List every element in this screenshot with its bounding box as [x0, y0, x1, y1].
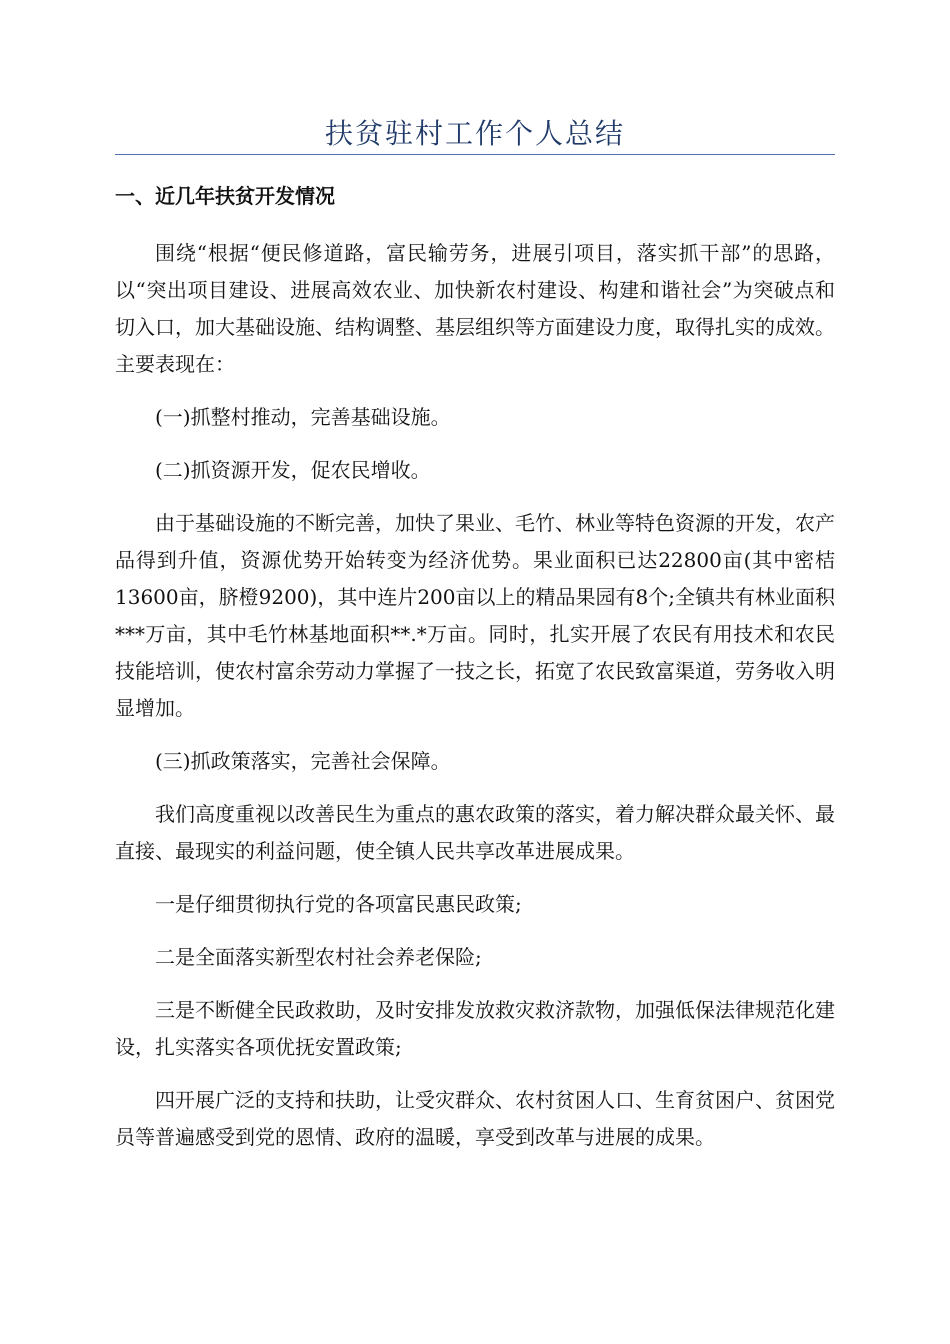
paragraph-policy: 我们高度重视以改善民生为重点的惠农政策的落实，着力解决群众最关怀、最直接、最现实的利益问题，使全镇人民共享改革进展成果。 [115, 802, 835, 863]
paragraph-intro: 围绕“根据“便民修道路，富民输劳务，进展引项目，落实抓干部”的思路，以“突出项目建设、进展高效农业、加快新农村建设、构建和谐社会”为突破点和切入口，加大基础设施、结构调整、基层组织等方面建设力度，取得扎实的成效。主要表现在： [115, 241, 835, 376]
paragraph-point-1: 一是仔细贯彻执行党的各项富民惠民政策; [155, 892, 522, 916]
document-body [115, 178, 835, 1172]
paragraph-item-1: (一)抓整村推动，完善基础设施。 [155, 405, 451, 429]
paragraph-item-3: (三)抓政策落实，完善社会保障。 [155, 749, 451, 773]
section-heading: 一、近几年扶贫开发情况 [115, 184, 335, 208]
paragraph-point-2: 二是全面落实新型农村社会养老保险; [155, 945, 482, 969]
document-title: 扶贫驻村工作个人总结 [324, 117, 625, 150]
paragraph-resources: 由于基础设施的不断完善，加快了果业、毛竹、林业等特色资源的开发，农产品得到升值，资源优势开始转变为经济优势。果业面积已达22800亩(其中密桔13600亩，脐橙9200)，其中连片200亩以上的精品果园有8个;全镇共有林业面积***万亩，其中毛竹林基地面积**.*万亩。同时，扎实开展了农民有用技术和农民技能培训，使农村富余劳动力掌握了一技之长，拓宽了农民致富渠道，劳务收入明显增加。 [115, 511, 835, 720]
paragraph-point-3: 三是不断健全民政救助，及时安排发放救灾救济款物，加强低保法律规范化建设，扎实落实各项优抚安置政策; [115, 998, 835, 1059]
paragraph-point-4: 四开展广泛的支持和扶助，让受灾群众、农村贫困人口、生育贫困户、贫困党员等普遍感受到党的恩情、政府的温暖，享受到改革与进展的成果。 [115, 1088, 835, 1149]
paragraph-item-2: (二)抓资源开发，促农民增收。 [155, 458, 431, 482]
title-underline [115, 154, 835, 155]
